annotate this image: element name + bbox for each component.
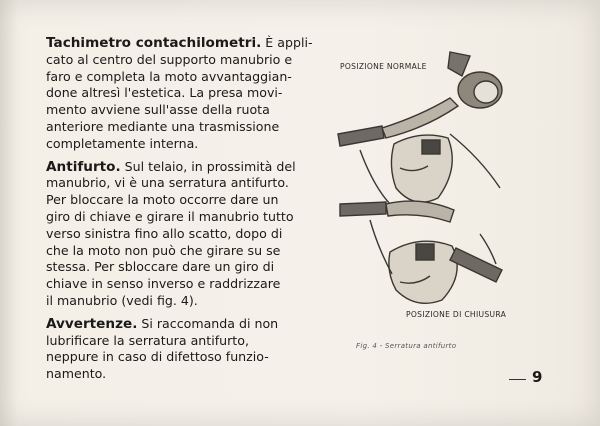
handlebar-locked-drawing bbox=[340, 201, 502, 303]
section-tachimetro bbox=[46, 35, 313, 153]
section-avvertenze bbox=[46, 316, 290, 383]
text-line: faro e completa la moto avvantaggian- bbox=[46, 68, 292, 84]
text-line: Antifurto. Sul telaio, in prossimità del bbox=[46, 158, 296, 175]
text-line: Avvertenze. Si raccomanda di non bbox=[46, 315, 279, 332]
page-number: 9 bbox=[532, 368, 543, 386]
text-line: anteriore mediante una trasmissione bbox=[46, 118, 280, 134]
text-line: Tachimetro contachilometri. È appli- bbox=[46, 35, 313, 51]
label-locked-position: POSIZIONE DI CHIUSURA bbox=[406, 310, 507, 319]
text-line: verso sinistra fino allo scatto, dopo di bbox=[46, 225, 283, 241]
text-column bbox=[46, 35, 313, 389]
text-line: completamente interna. bbox=[46, 135, 199, 151]
section-heading: Avvertenze. bbox=[46, 315, 138, 332]
text-line: Per bloccare la moto occorre dare un bbox=[46, 192, 279, 208]
section-antifurto bbox=[46, 158, 296, 310]
figure-antitheft-lock bbox=[330, 38, 530, 368]
text-line: neppure in caso di difettoso funzio- bbox=[46, 349, 269, 365]
text-line: chiave in senso inverso e raddrizzare bbox=[46, 276, 281, 292]
text-line: giro di chiave e girare il manubrio tutto bbox=[46, 208, 294, 224]
text-line: done altresì l'estetica. La presa movi- bbox=[46, 85, 283, 101]
text-line: che la moto non può che girare su se bbox=[46, 242, 281, 258]
text-line: lubrificare la serratura antifurto, bbox=[46, 332, 249, 348]
section-heading: Antifurto. bbox=[46, 158, 121, 175]
text-line: namento. bbox=[46, 366, 107, 382]
text-line: cato al centro del supporto manubrio e bbox=[46, 51, 293, 67]
page-number-rule bbox=[509, 379, 526, 380]
figure-caption: Fig. 4 - Serratura antifurto bbox=[356, 342, 457, 350]
text-line: manubrio, vi è una serratura antifurto. bbox=[46, 175, 289, 191]
text-line: stessa. Per sbloccare dare un giro di bbox=[46, 259, 275, 275]
text-line: mento avviene sull'asse della ruota bbox=[46, 102, 270, 118]
handlebar-normal-drawing bbox=[338, 52, 502, 206]
label-normal-position: POSIZIONE NORMALE bbox=[340, 62, 427, 71]
text-line: il manubrio (vedi fig. 4). bbox=[46, 292, 198, 308]
section-heading: Tachimetro contachilometri. bbox=[46, 35, 262, 51]
